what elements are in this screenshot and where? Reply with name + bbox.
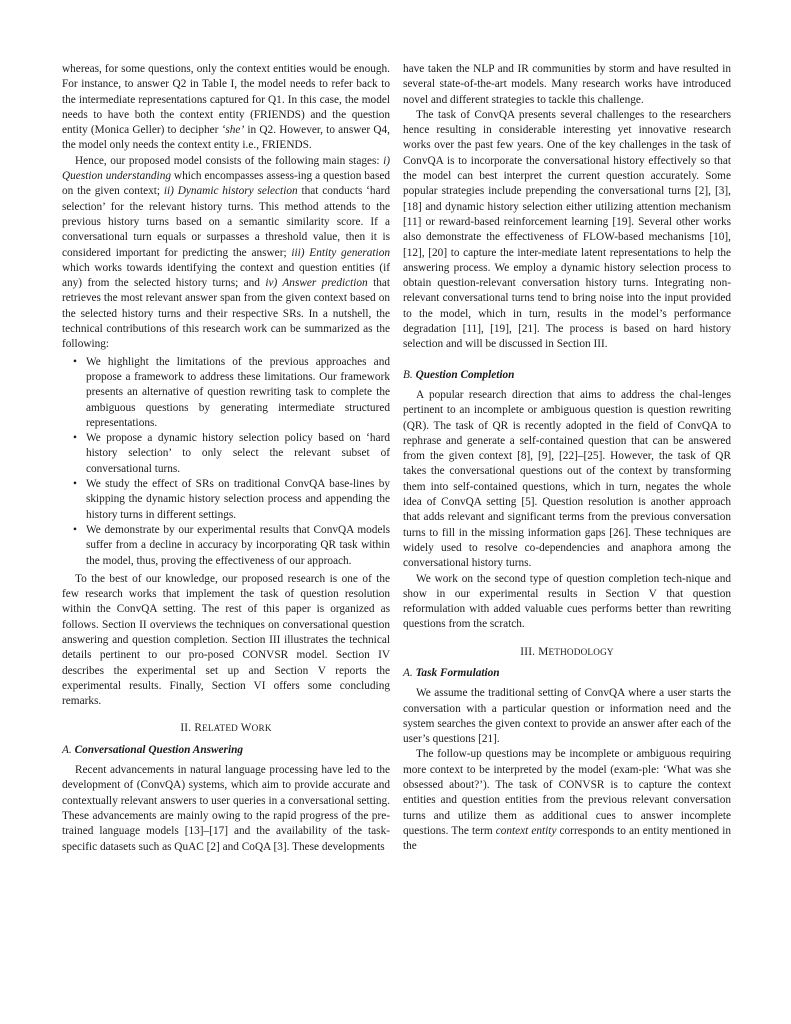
subsection-label: A. [62,743,75,756]
text-span: corresponds to an entity mentioned in the [403,824,731,853]
text-span: ELATED [202,723,238,734]
paragraph [403,747,731,854]
paragraph: We work on the second type of question completion tech-nique and show in our experimental results in Section V that question reformulation with added valuable cues performs better than rewriting questions from the scratch. [403,572,731,631]
paragraph [62,154,390,353]
emphasis: i) Question understanding [62,154,390,183]
paragraph: To the best of our knowledge, our proposed research is one of the few research works that implement the task of question resolution within the ConvQA setting. The rest of this paper is organized as follows. Section II overviews the techniques on conversational question answering and question completion. Section III illustrates the technical details pertinent to our pro-posed CONVSR model. Section IV describes the experimental set up and Section V reports the experimental results. Finally, Section VI offers some concluding remarks. [62,572,390,708]
text-span: that conducts ‘hard selection’ for the relevant history turns. This method attends to the previous history turns based on a semantic similarity score. If a conversational turn equals or surpasses a threshold value, then it is considered important for predicting the answer; [62,185,391,259]
list-item: • We study the effect of SRs on traditional ConvQA base-lines by skipping the dynamic history selection process and appending the history turns in different settings. [86,477,390,523]
text-span: ETHODOLOGY [548,646,614,657]
text-span: which works towards identifying the context and question entities (if any) from the selected history turns; and [62,261,390,290]
text-span: in Q2. However, to answer Q4, the model only needs the context entity i.e., FRIENDS. [62,124,390,152]
text-span: Hence, our proposed model consists of the following main stages: [75,154,384,167]
paragraph: have taken the NLP and IR communities by storm and have resulted in several state-of-the-art models. Many research works have introduced novel and different strategies to tackle this challenge. [403,63,731,106]
subsection-heading [403,368,731,383]
subsection-heading [62,743,390,758]
subsection-label: B. [403,368,416,381]
text-span: which encompasses assess-ing a question based on the given context; [62,170,391,198]
left-column [62,62,390,855]
emphasis: ‘she’ [221,124,245,137]
emphasis: context entity [495,824,557,837]
text-span: The follow-up questions may be incomplete or ambiguous requiring more context to be interpreted by the model (exam-ple: ‘What was she obsessed about?’). The task of CONVSR is to capture the context entities and question entities from the previous relevant conversation turns and utilize them as additional cues to answer incomplete questions. The term [403,748,731,837]
paragraph: The task of ConvQA presents several challenges to the researchers hence resulting in considerable interesting yet innovative research works over the past few years. One of the key challenges in the task of ConvQA is to incorporate the conversational history effectively so that the model can best interpret the current question accurately. Some popular strategies include prepending the conversational turns [2], [3], [18] and dynamic history selection either utilizing attention mechanism [11] or reward-based reinforcement learning [19]. Several other works also demonstrate the effectiveness of FLOW-based mechanisms [10], [12], [20] to capture the inter-mediate latent representations to help the answering process. We employ a dynamic history selection process to obtain question-relevant conversation history turns. Integrating non-relevant conversational turns tend to bring noise into the input provided to the model, which in turn, results in the model’s performance degradation [11], [19], [21]. The process is based on hard history selection and will be discussed in Section III. [403,108,731,351]
list-item: • We demonstrate by our experimental results that ConvQA models suffer from a decline in accuracy by incorporating QR task within the model, thus, proving the effectiveness of our approach. [86,523,390,569]
text-span: ORK [251,723,272,734]
paragraph: A popular research direction that aims to address the chal-lenges pertinent to an incomplete or ambiguous question is question rewriting (QR). The task of QR is recently adopted in the field of ConvQA to rephrase and generate a self-contained question that can be answered from the given context [8], [9], [22]–[25]. However, the task of QR takes the conversational questions out of the context by transforming them into self-contained questions, which in turn, negates the whole idea of ConvQA setting [5]. Question resolution is another approach that adds relevant and significant terms from the previous conversation turns to fill in the missing information gaps [26]. These techniques are widely used to resolve co-dependencies and anaphora among the conversational history turns. [403,388,731,570]
subsection-title: Question Completion [415,368,515,381]
text-span: that retrieves the most relevant answer span from the given context based on the selected history turns and their respective SRs. In a nutshell, the technical contributions of this research work can be summarized as the following: [62,277,391,351]
right-column [403,62,731,855]
list-item: • We propose a dynamic history selection policy based on ‘hard history selection’ to only select the relevant subset of conversational turns. [86,431,390,477]
subsection-title: Conversational Question Answering [74,743,244,756]
section-heading [403,645,731,660]
subsection-label: A. [403,666,416,679]
paragraph [62,62,390,154]
paragraph: Recent advancements in natural language processing have led to the development of (ConvQA) systems, which aim to provide accurate and contextually relevant answers to user queries in a conversational setting. These advancements are mainly owing to the rapid progress of the pre-trained language models [13]–[17] and the availability of the task-specific datasets such as QuAC [2] and CoQA [3]. These developments [62,764,390,853]
list-item: • We highlight the limitations of the previous approaches and propose a framework to address these limitations. Our framework presents an alternative of question rewriting task to complete the ambiguous questions by generating intermediate structured representations. [86,355,390,431]
contribution-list [62,355,390,569]
section-heading [62,721,390,736]
text-span: II. R [180,722,203,735]
emphasis: iv) Answer prediction [265,277,368,290]
text-span: whereas, for some questions, only the context entities would be enough. For instance, to answer Q2 in Table I, the model needs to refer back to the intermediate representations captured for Q1. In this case, the model needs to have both the context entity (FRIENDS) and the question entity (Monica Geller) to decipher [62,63,390,137]
emphasis: iii) Entity generation [291,246,390,259]
paragraph: We assume the traditional setting of ConvQA where a user starts the conversation with a particular question or information need and the system searches the given context to provide an answer after each of the user’s questions [21]. [403,687,731,746]
subsection-title: Task Formulation [415,666,500,679]
subsection-heading [403,666,731,681]
text-span: W [237,722,252,735]
text-span: III. M [520,645,549,658]
emphasis: ii) Dynamic history selection [163,185,298,198]
